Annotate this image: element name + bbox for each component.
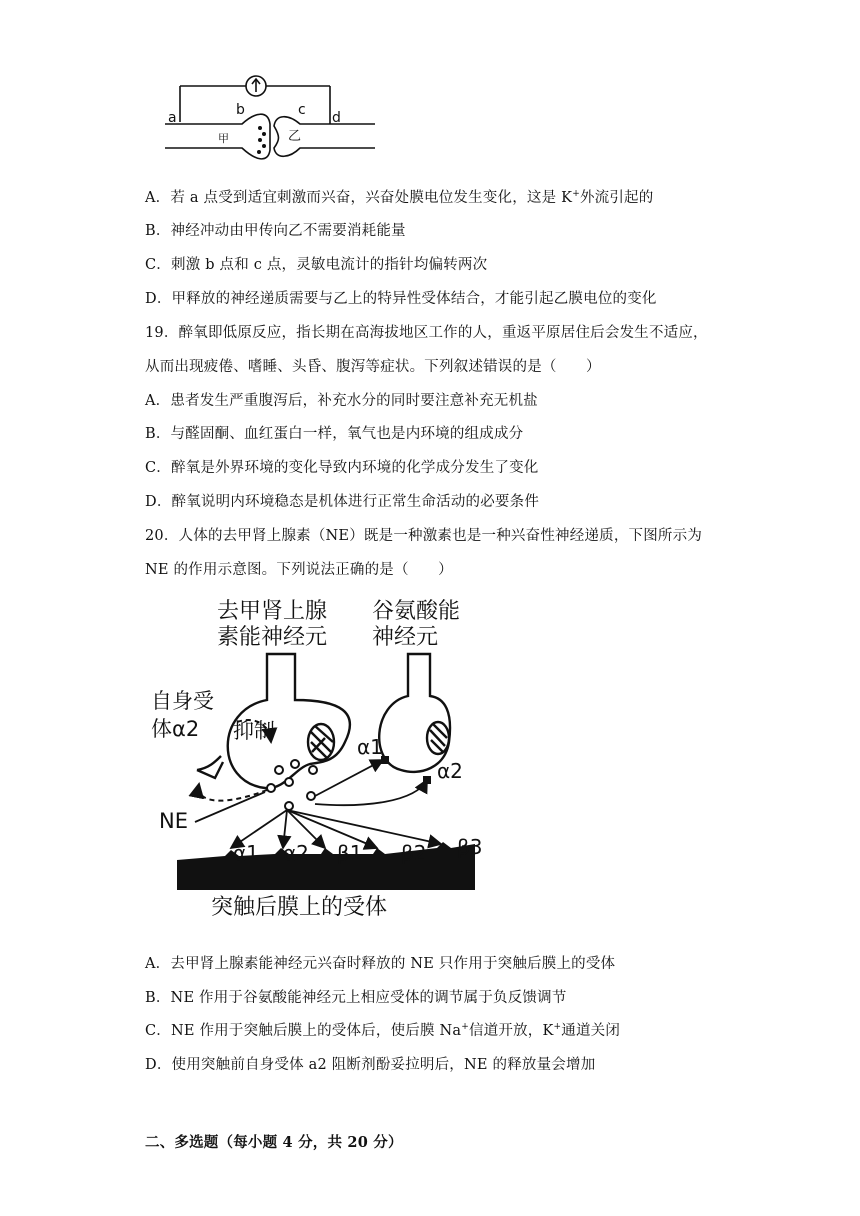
ne-neuron-label-1: 去甲肾上腺 bbox=[217, 599, 328, 624]
glu-receptor-alpha1: α1 bbox=[357, 735, 383, 759]
ne-action-figure bbox=[145, 592, 505, 924]
autoreceptor-label-2: 体α2 bbox=[151, 717, 200, 741]
inhibit-label: 抑制 bbox=[233, 719, 275, 743]
q19-stem-line1: 19．醉氧即低原反应，指长期在高海拔地区工作的人，重返平原居住后会发生不适应， bbox=[145, 325, 708, 341]
q19-stem-line2: 从而出现疲倦、嗜睡、头昏、腹泻等症状。下列叙述错误的是（ ） bbox=[145, 359, 601, 375]
glu-receptor-alpha2: α2 bbox=[437, 759, 463, 783]
q19-option-d: D．醉氧说明内环境稳态是机体进行正常生命活动的必要条件 bbox=[145, 494, 540, 510]
q20-option-c: C．NE 作用于突触后膜上的受体后，使后膜 Na+信道开放，K+通道关闭 bbox=[145, 1022, 621, 1039]
post-receptor-beta3: β3 bbox=[457, 835, 483, 859]
synapse-galvanometer-figure bbox=[160, 72, 380, 162]
label-b: b bbox=[236, 102, 245, 118]
q19-option-a: A．患者发生严重腹泻后，补充水分的同时要注意补充无机盐 bbox=[145, 393, 538, 409]
post-receptor-alpha2: α2 bbox=[283, 841, 309, 865]
post-receptor-beta2: β2 bbox=[401, 841, 427, 865]
post-receptor-alpha1: α1 bbox=[233, 841, 259, 865]
section-heading-multiple-choice: 二、多选题（每小题 4 分，共 20 分） bbox=[145, 1134, 403, 1151]
glu-neuron-label-2: 神经元 bbox=[372, 625, 439, 650]
q18-option-a: A．若 a 点受到适宜刺激而兴奋，兴奋处膜电位发生变化，这是 K+外流引起的 bbox=[145, 189, 654, 206]
label-yi: 乙 bbox=[288, 129, 302, 144]
label-c: c bbox=[298, 102, 306, 118]
q20-option-a: A．去甲肾上腺素能神经元兴奋时释放的 NE 只作用于突触后膜上的受体 bbox=[145, 956, 616, 972]
q20-stem-line2: NE 的作用示意图。下列说法正确的是（ ） bbox=[145, 562, 453, 578]
q19-option-c: C．醉氧是外界环境的变化导致内环境的化学成分发生了变化 bbox=[145, 460, 539, 476]
label-a: a bbox=[168, 110, 177, 126]
q20-option-d: D．使用突触前自身受体 a2 阻断剂酚妥拉明后，NE 的释放量会增加 bbox=[145, 1057, 596, 1073]
autoreceptor-label-1: 自身受 bbox=[151, 689, 214, 713]
q18-option-c: C．刺激 b 点和 c 点，灵敏电流计的指针均偏转两次 bbox=[145, 257, 488, 273]
q18-option-b: B．神经冲动由甲传向乙不需要消耗能量 bbox=[145, 223, 406, 239]
glu-neuron-label-1: 谷氨酸能 bbox=[372, 599, 461, 624]
q20-option-b: B．NE 作用于谷氨酸能神经元上相应受体的调节属于负反馈调节 bbox=[145, 990, 567, 1006]
q18-option-d: D．甲释放的神经递质需要与乙上的特异性受体结合，才能引起乙膜电位的变化 bbox=[145, 291, 657, 307]
ne-neuron-label-2: 素能神经元 bbox=[217, 625, 328, 650]
post-receptor-beta1: β1 bbox=[337, 841, 363, 865]
label-d: d bbox=[332, 110, 341, 126]
ne-label: NE bbox=[159, 809, 188, 833]
label-jia: 甲 bbox=[218, 132, 229, 145]
q20-stem-line1: 20．人体的去甲肾上腺素（NE）既是一种激素也是一种兴奋性神经递质，下图所示为 bbox=[145, 528, 703, 544]
postsynaptic-caption: 突触后膜上的受体 bbox=[211, 895, 388, 920]
q19-option-b: B．与醛固酮、血红蛋白一样，氧气也是内环境的组成成分 bbox=[145, 426, 524, 442]
